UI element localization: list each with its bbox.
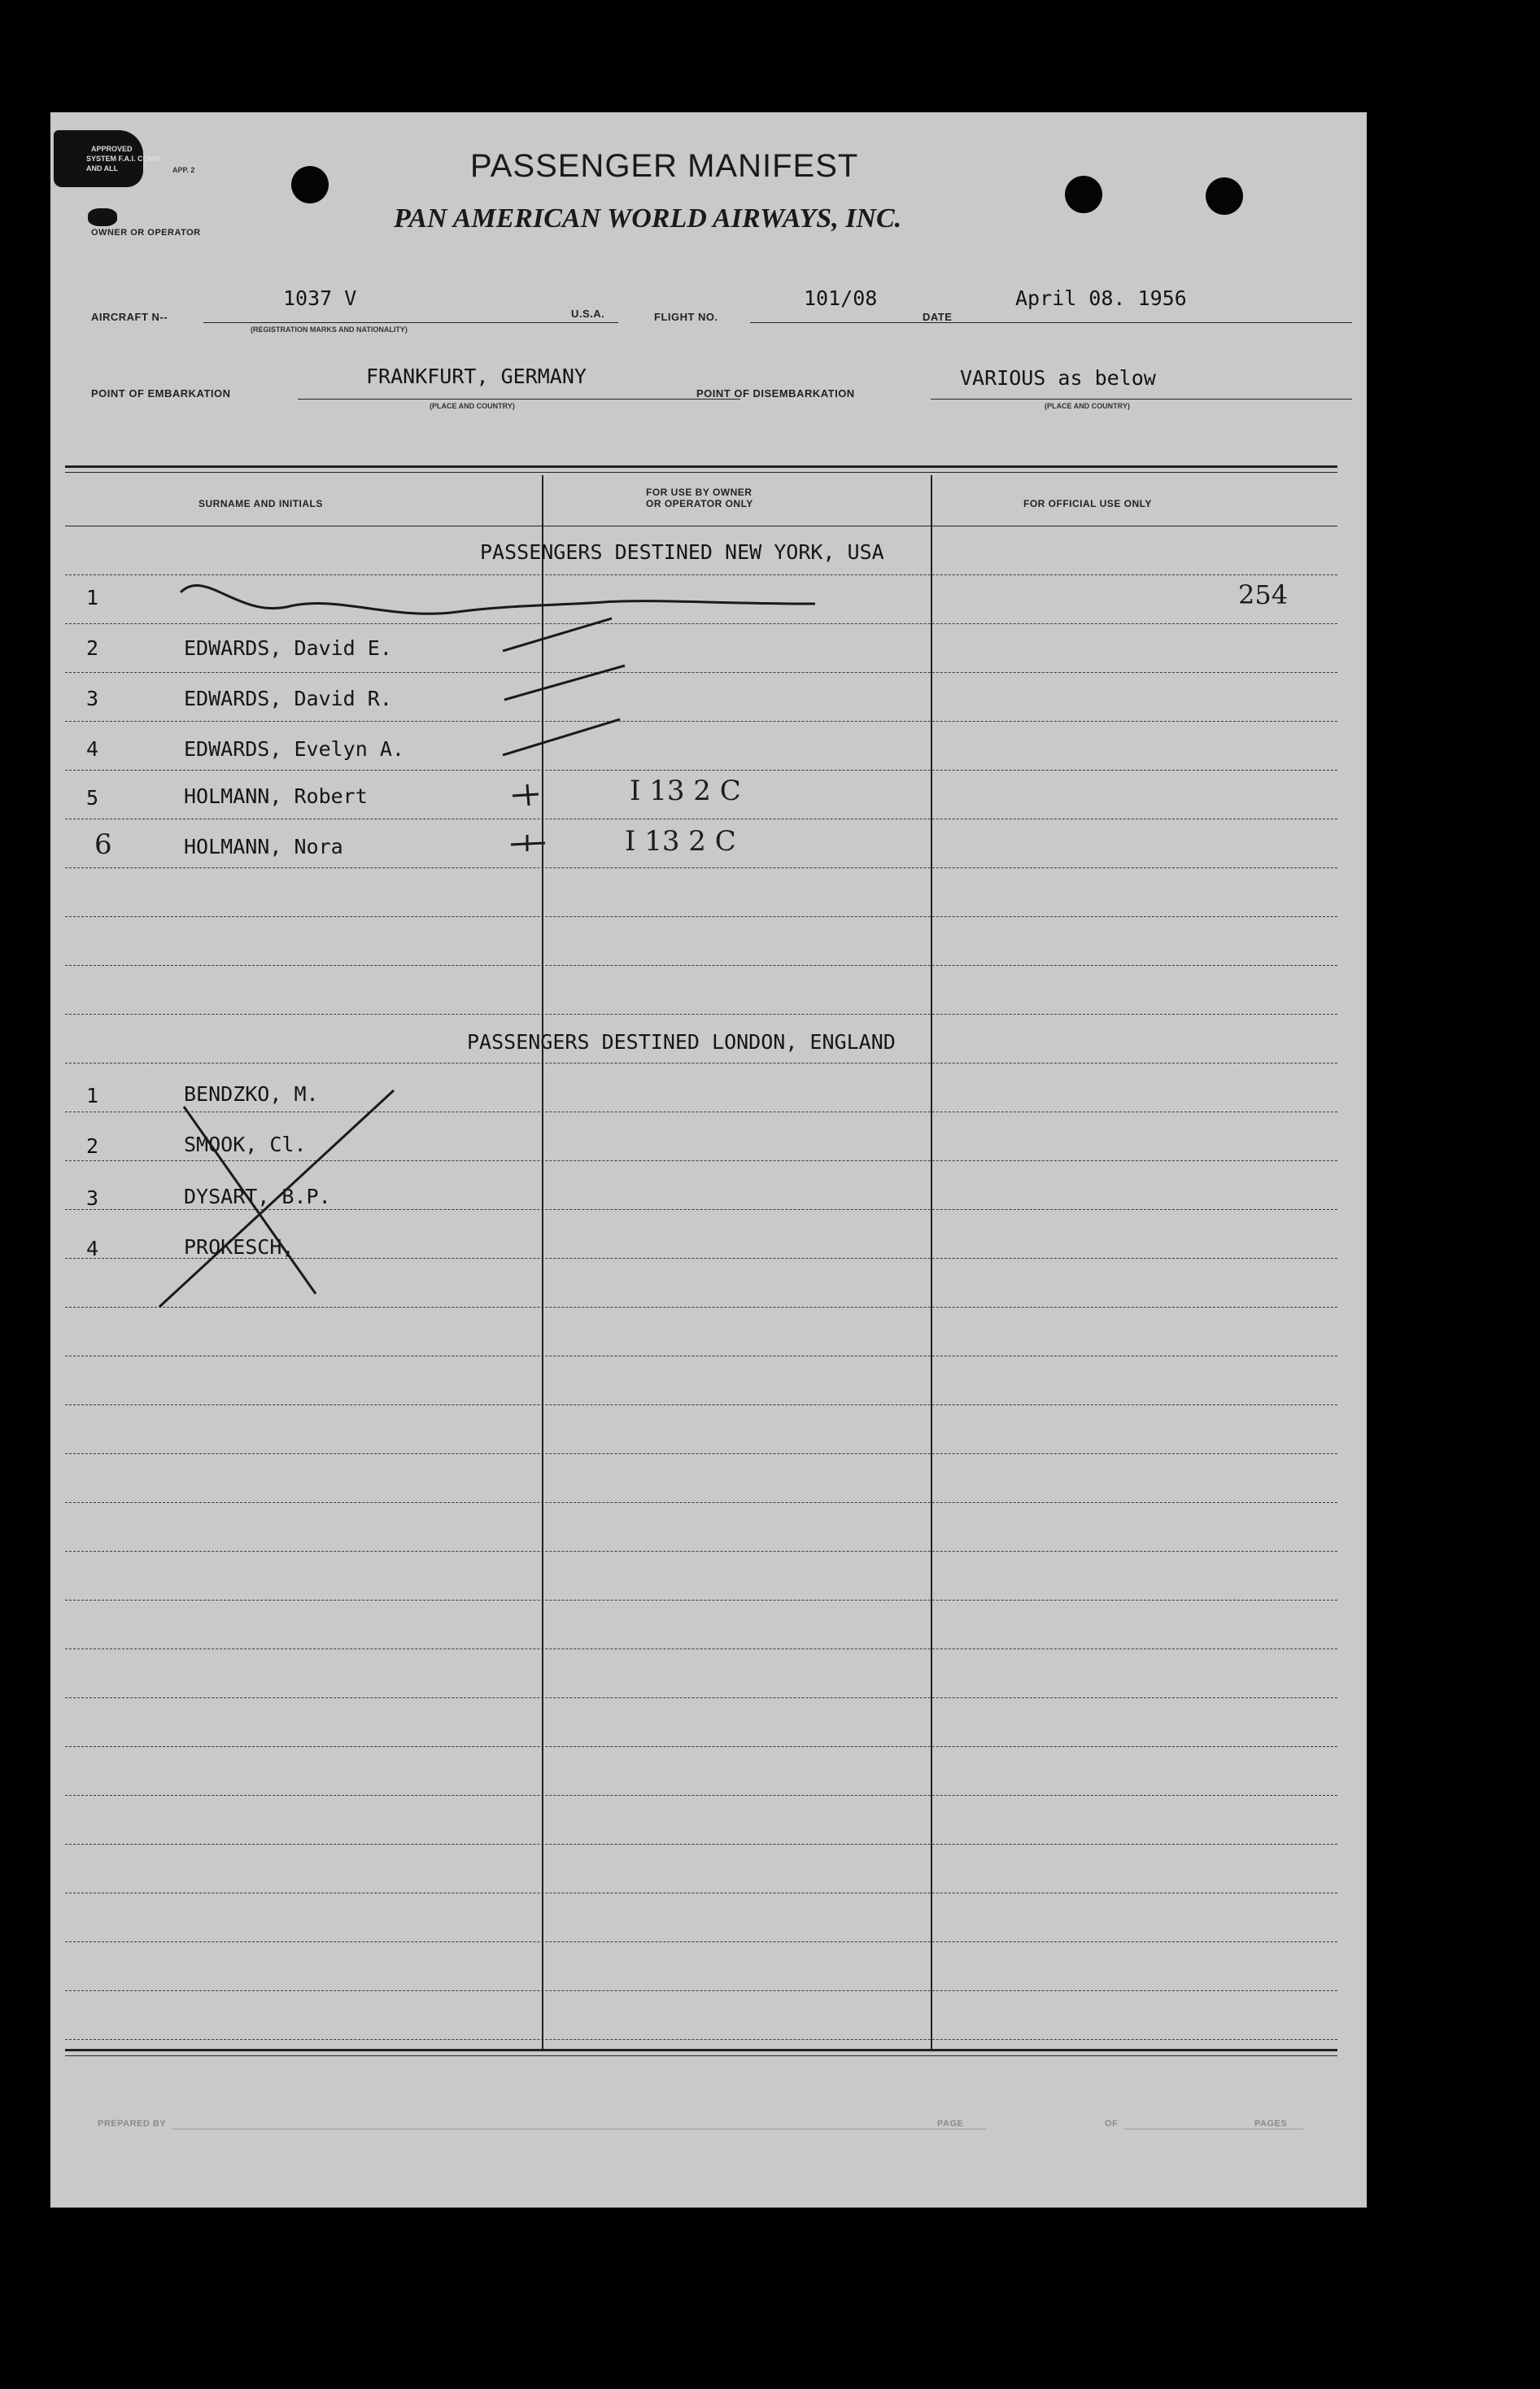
prepared-by-label: PREPARED BY — [98, 2119, 167, 2129]
row-number: 5 — [86, 786, 99, 810]
usa-label: U.S.A. — [571, 308, 605, 320]
passenger-name: PROKESCH, — [184, 1235, 294, 1259]
date-label: DATE — [923, 311, 953, 323]
disembarkation-label: POINT OF DISEMBARKATION — [696, 387, 855, 400]
aircraft-label: AIRCRAFT N-- — [91, 311, 168, 323]
date-value: April 08. 1956 — [1015, 286, 1187, 310]
flight-label: FLIGHT NO. — [654, 311, 718, 323]
row-number: 2 — [86, 1134, 99, 1158]
disembarkation-sublabel: (PLACE AND COUNTRY) — [1045, 402, 1130, 410]
cross-out-mark — [50, 1007, 620, 1414]
embarkation-sublabel: (PLACE AND COUNTRY) — [430, 402, 515, 410]
section-heading-new-york: PASSENGERS DESTINED NEW YORK, USA — [480, 540, 884, 564]
approval-stamp-line-2: SYSTEM F.A.I. COMM. — [86, 155, 164, 163]
passenger-name: EDWARDS, Evelyn A. — [184, 737, 404, 761]
pages-label: PAGES — [1254, 2119, 1288, 2129]
approval-stamp-line-4: APP. 2 — [172, 166, 195, 174]
section-heading-london: PASSENGERS DESTINED LONDON, ENGLAND — [467, 1030, 896, 1054]
row-number: 4 — [86, 737, 99, 761]
page-label: PAGE — [937, 2119, 964, 2129]
disembarkation-value: VARIOUS as below — [960, 366, 1156, 390]
passenger-name: HOLMANN, Nora — [184, 835, 343, 858]
aircraft-value: 1037 V — [283, 286, 357, 310]
owner-operator-label: OWNER OR OPERATOR — [91, 228, 201, 238]
approval-stamp-line-3: AND ALL — [86, 164, 119, 173]
flight-value: 101/08 — [804, 286, 878, 310]
passenger-name: EDWARDS, David R. — [184, 687, 392, 710]
embarkation-value: FRANKFURT, GERMANY — [366, 365, 587, 388]
table-bottom-rule — [65, 2049, 1337, 2051]
operator-code: I 13 2 C — [625, 825, 736, 858]
passenger-name: SMOOK, Cl. — [184, 1133, 307, 1156]
company-name: PAN AMERICAN WORLD AIRWAYS, INC. — [394, 203, 902, 234]
embarkation-label: POINT OF EMBARKATION — [91, 387, 231, 400]
row-number: 3 — [86, 687, 99, 710]
official-number: 254 — [1238, 579, 1289, 610]
row-number: 4 — [86, 1237, 99, 1260]
column-header-surname: SURNAME AND INITIALS — [198, 498, 323, 509]
table-bottom-rule-2 — [65, 2055, 1337, 2056]
row-number: 6 — [94, 828, 112, 861]
of-label: OF — [1105, 2119, 1119, 2129]
manifest-sheet — [50, 112, 1367, 2208]
passenger-name: HOLMANN, Robert — [184, 784, 368, 808]
operator-code: I 13 2 C — [630, 775, 741, 807]
passenger-name: DYSART, B.P. — [184, 1185, 331, 1208]
approval-stamp-line-1: APPROVED — [91, 145, 133, 153]
column-header-owner-1: FOR USE BY OWNER — [646, 487, 753, 498]
row-number: 1 — [86, 586, 99, 609]
row-number: 1 — [86, 1084, 99, 1107]
page-title: PASSENGER MANIFEST — [470, 148, 859, 184]
column-header-owner-2: OR OPERATOR ONLY — [646, 498, 753, 509]
column-header-official: FOR OFFICIAL USE ONLY — [1023, 498, 1152, 509]
passenger-name: EDWARDS, David E. — [184, 636, 392, 660]
aircraft-sublabel: (REGISTRATION MARKS AND NATIONALITY) — [251, 325, 408, 334]
passenger-name: BENDZKO, M. — [184, 1082, 319, 1106]
row-number: 2 — [86, 636, 99, 660]
row-number: 3 — [86, 1186, 99, 1210]
handwritten-marks — [50, 112, 1367, 926]
